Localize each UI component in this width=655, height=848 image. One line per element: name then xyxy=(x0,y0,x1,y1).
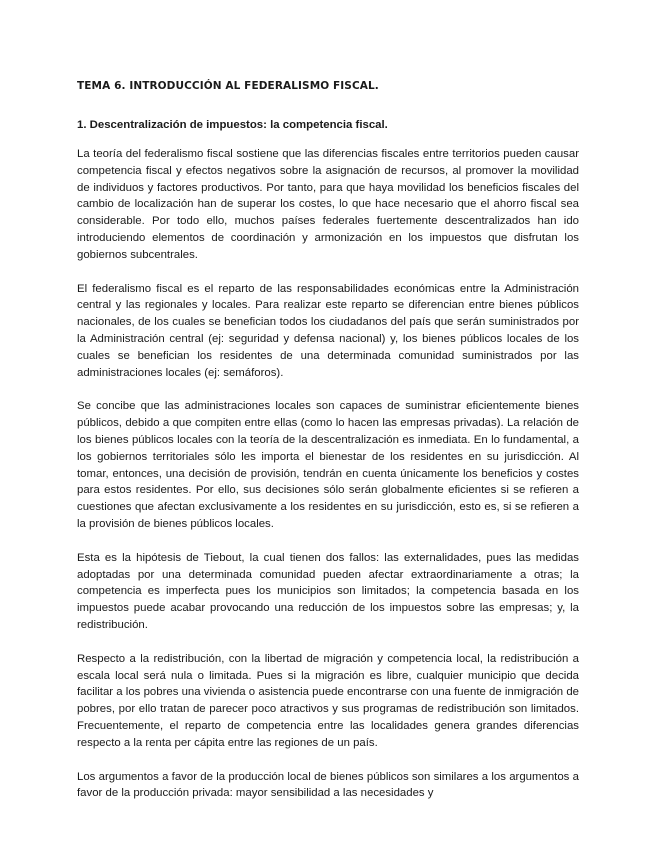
paragraph: Los argumentos a favor de la producción local de bienes públicos son similares a los argumentos a favor de la producción privada: mayor sensibilidad a las necesidades y xyxy=(77,770,579,800)
paragraph: Se concibe que las administraciones locales son capaces de suministrar eficientemente bienes públicos, debido a que compiten entre ellas (como lo hacen las empresas privadas). La relación de los bienes públicos locales con la teoría de la descentralización es inmediata. En lo fundamental, a los gobiernos territoriales sólo les importa el bienestar de los residentes en su jurisdicción. Al tomar, entonces, una decisión de provisión, tendrán en cuenta únicamente los beneficios y costes para estos residentes. Por ello, sus decisiones sólo serán globalmente eficientes si se refieren a cuestiones que afectan exclusivamente a los residentes en su jurisdicción, esto es, si se refieren a la provisión de bienes públicos locales. xyxy=(77,400,579,530)
paragraph: Respecto a la redistribución, con la libertad de migración y competencia local, la redistribución a escala local será nula o limitada. Pues si la migración es libre, cualquier municipio que decida facilitar a los pobres una vivienda o asistencia puede encontrarse con una fuente de inmigración de pobres, por ello tratan de parecer poco atractivos y sus programas de redistribución son limitados. Frecuentemente, el reparto de competencia entre las localidades genera grandes diferencias respecto a la renta per cápita entre las regiones de un país. xyxy=(77,652,579,749)
paragraph: El federalismo fiscal es el reparto de las responsabilidades económicas entre la Administración central y las regionales y locales. Para realizar este reparto se diferencian entre bienes públicos nacionales, de los cuales se benefician todos los ciudadanos del país que serán suministrados por la Administración central (ej: seguridad y defensa nacional) y, los bienes públicos locales de los cuales se benefician los residentes de una determinada comunidad suministrados por las administraciones locales (ej: semáforos). xyxy=(77,282,579,379)
paragraph: Esta es la hipótesis de Tiebout, la cual tienen dos fallos: las externalidades, pues las medidas adoptadas por una determinada comunidad pueden afectar extraordinariamente a otras; la competencia es imperfecta pues los municipios son limitados; la competencia basada en los impuestos puede acabar provocando una reducción de los impuestos sobre las empresas; y, la redistribución. xyxy=(77,551,579,631)
page-title: TEMA 6. INTRODUCCIÓN AL FEDERALISMO FISCAL. xyxy=(77,80,379,92)
paragraph: La teoría del federalismo fiscal sostiene que las diferencias fiscales entre territorios pueden causar competencia fiscal y efectos negativos sobre la asignación de recursos, al promover la movilidad de individuos y factores productivos. Por tanto, para que haya movilidad los beneficios fiscales del cambio de localización han de superar los costes, lo que hace necesario que el ahorro fiscal sea considerable. Por todo ello, muchos países federales fuertemente descentralizados han ido introduciendo elementos de coordinación y armonización en los impuestos que disfrutan los gobiernos subcentrales. xyxy=(77,148,579,261)
section-heading: 1. Descentralización de impuestos: la competencia fiscal. xyxy=(77,119,388,131)
